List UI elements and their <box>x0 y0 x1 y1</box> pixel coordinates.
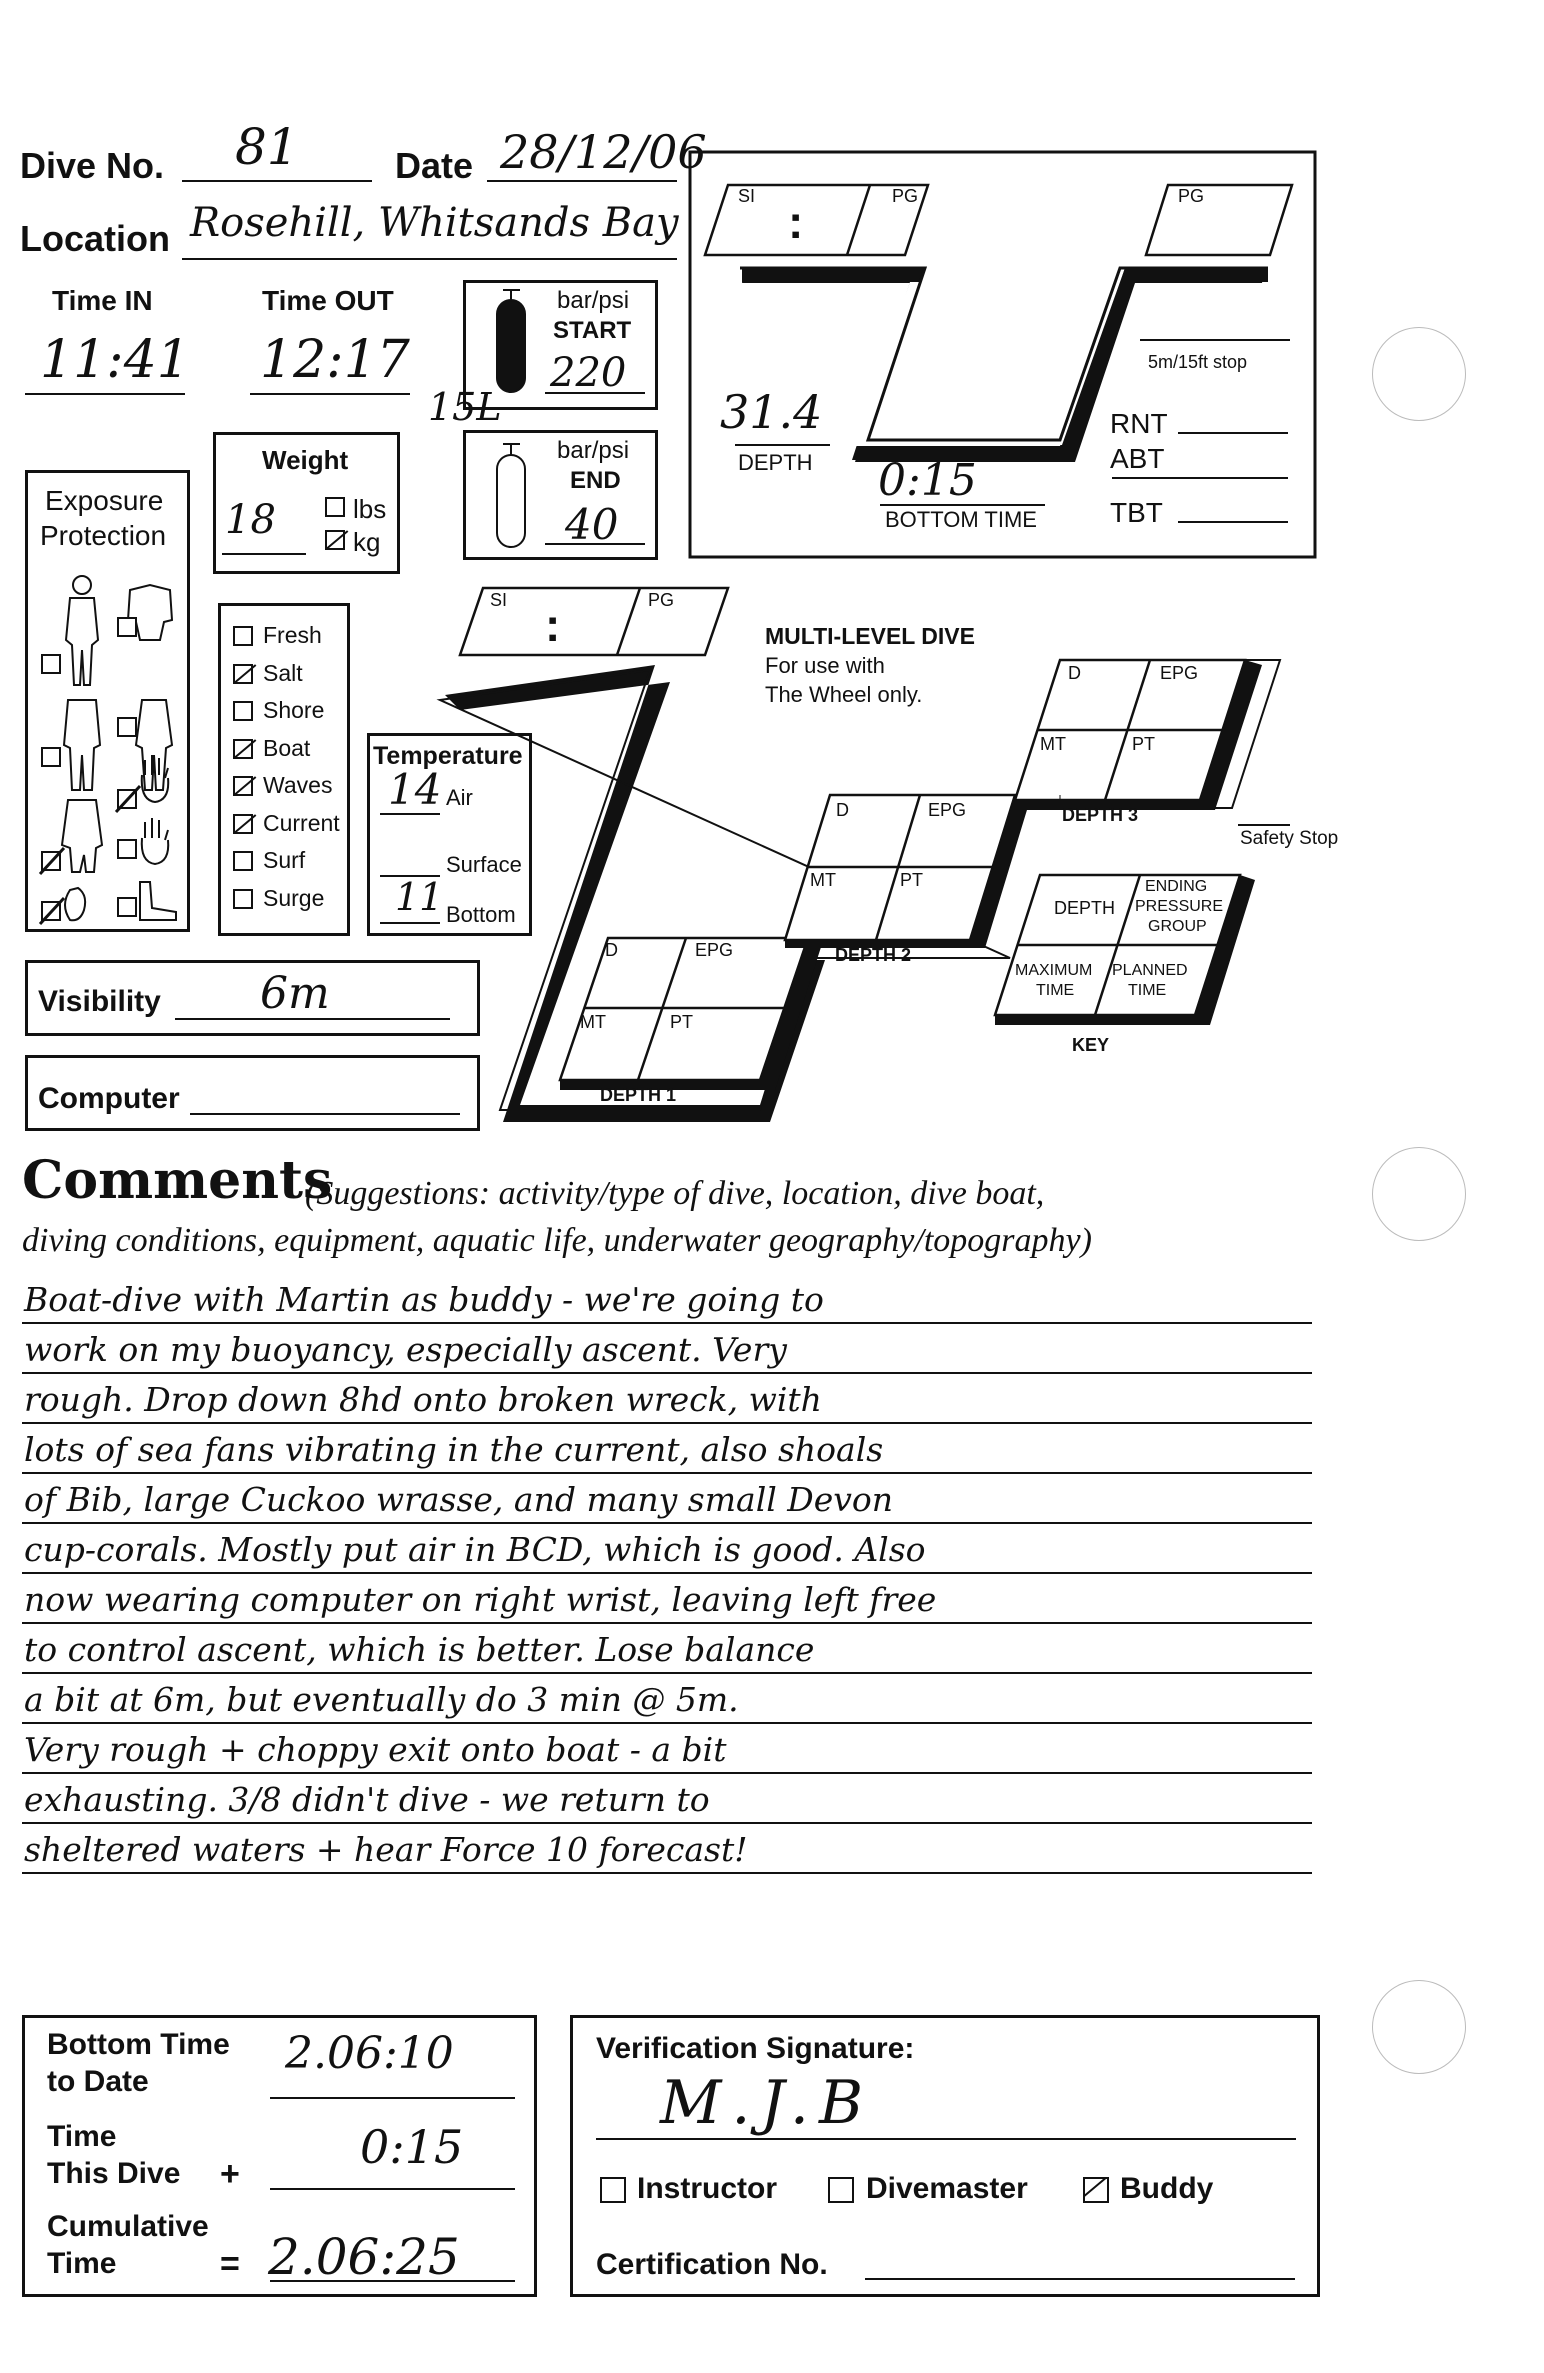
this-dive-line <box>270 2188 515 2190</box>
lbs-label: lbs <box>353 494 387 524</box>
comment-rule <box>22 1372 1312 1374</box>
condition-label: Boat <box>263 734 311 761</box>
depth1-mt: MT <box>580 1012 606 1032</box>
depth1-d: D <box>605 940 618 960</box>
dive-no-label: Dive No. <box>20 145 165 186</box>
location-value: Rosehill, Whitsands Bay <box>190 200 679 246</box>
signature: M.J.B <box>660 2068 874 2138</box>
date-value: 28/12/06 <box>500 125 707 179</box>
comment-line-text: work on my buoyancy, especially ascent. Very <box>24 1330 787 1369</box>
exposure-title-1: Exposure <box>45 485 164 516</box>
comment-rule <box>22 1872 1312 1874</box>
bottom-temp-value: 11 <box>395 875 444 919</box>
condition-label: Fresh <box>263 622 322 648</box>
depth1-epg: EPG <box>695 940 734 960</box>
tank-end-value: 40 <box>565 500 619 549</box>
weight-value: 18 <box>225 497 276 543</box>
key-title: KEY <box>1072 1035 1110 1055</box>
profile-colon: : <box>788 196 804 248</box>
dive-no-value: 81 <box>235 118 299 176</box>
time-out-value: 12:17 <box>260 330 410 390</box>
comment-line-text: cup-corals. Mostly put air in BCD, which is good. Also <box>24 1530 926 1569</box>
condition-label: Salt <box>263 659 303 686</box>
comments-suggestion-2: diving conditions, equipment, aquatic life, underwater geography/topography) <box>22 1222 1092 1259</box>
stop-label: 5m/15ft stop <box>1148 352 1248 372</box>
bottom-to-date-label-2: to Date <box>47 2065 149 2098</box>
tank-end-label: END <box>570 467 621 494</box>
cumulative-label-2: Time <box>47 2247 117 2280</box>
comment-rule <box>22 1472 1312 1474</box>
temperature-title: Temperature <box>373 742 523 770</box>
condition-label: Surge <box>263 884 325 911</box>
depth2-epg: EPG <box>928 800 967 820</box>
computer-label: Computer <box>38 1082 180 1115</box>
bottom-label: Bottom <box>446 902 516 927</box>
cumulative-line <box>270 2280 515 2282</box>
cert-line <box>865 2278 1295 2280</box>
depth2-mt: MT <box>810 870 836 890</box>
ml-subtitle-2: The Wheel only. <box>765 682 923 707</box>
comment-line-text: Very rough + choppy exit onto boat - a bit <box>24 1730 727 1769</box>
cumulative-label-1: Cumulative <box>47 2210 209 2243</box>
plus-sign: + <box>220 2155 240 2193</box>
ml-subtitle-1: For use with <box>765 653 885 678</box>
exposure-title-2: Protection <box>40 520 167 551</box>
profile-pg-box <box>1146 185 1292 255</box>
comment-rule <box>22 1572 1312 1574</box>
comments-suggestion-1: (Suggestions: activity/type of dive, location, dive boat, <box>305 1175 1045 1212</box>
depth2-label: DEPTH 2 <box>835 945 912 965</box>
binder-hole <box>1372 1147 1466 1241</box>
depth1-pt: PT <box>670 1012 694 1032</box>
visibility-value: 6m <box>260 968 330 1019</box>
divemaster-checkbox[interactable] <box>828 2177 854 2203</box>
divemaster-label: Divemaster <box>866 2172 1028 2205</box>
this-dive-value: 0:15 <box>360 2120 464 2174</box>
time-in-value: 11:41 <box>40 330 190 390</box>
tbt-label: TBT <box>1110 497 1163 528</box>
depth3-d: D <box>1068 663 1081 683</box>
condition-label: Current <box>263 809 340 836</box>
bottom-to-date-label-1: Bottom Time <box>47 2028 230 2061</box>
bottom-to-date-value: 2.06:10 <box>285 2028 454 2079</box>
comments-heading: Comments <box>22 1150 333 1211</box>
profile-pg-label: PG <box>892 186 919 206</box>
key-depth: DEPTH <box>1054 898 1116 918</box>
depth3-epg: EPG <box>1160 663 1199 683</box>
bottom-time-label: BOTTOM TIME <box>885 507 1037 532</box>
ml-title: MULTI-LEVEL DIVE <box>765 623 975 649</box>
profile-pg2-label: PG <box>1178 186 1205 206</box>
tank-start-label: START <box>553 317 632 344</box>
comment-line-text: of Bib, large Cuckoo wrasse, and many small Devon <box>24 1480 894 1519</box>
air-temp-value: 14 <box>388 765 442 814</box>
key-ending-1: ENDING <box>1145 878 1208 895</box>
comment-line-text: sheltered waters + hear Force 10 forecast! <box>24 1830 748 1869</box>
profile-si-label: SI <box>738 186 756 206</box>
safety-stop-label: Safety Stop <box>1240 828 1339 849</box>
visibility-label: Visibility <box>38 985 161 1018</box>
tank-icons <box>497 290 525 547</box>
comment-line-text: exhausting. 3/8 didn't dive - we return to <box>24 1780 710 1819</box>
depth3-label: DEPTH 3 <box>1062 805 1139 825</box>
exposure-checkboxes <box>42 618 136 920</box>
buddy-label: Buddy <box>1120 2172 1214 2205</box>
bottom-to-date-line <box>270 2097 515 2099</box>
depth-label: DEPTH <box>738 450 813 475</box>
comment-rule <box>22 1422 1312 1424</box>
key-max-1: MAXIMUM <box>1015 962 1093 979</box>
key-planned-1: PLANNED <box>1112 962 1188 979</box>
equals-sign: = <box>220 2245 240 2283</box>
cumulative-value: 2.06:25 <box>268 2228 460 2286</box>
tank-note: 15L <box>428 385 502 429</box>
abt-label: ABT <box>1110 443 1165 474</box>
depth3-mt: MT <box>1040 734 1066 754</box>
comment-line-text: now wearing computer on right wrist, leaving left free <box>24 1580 937 1619</box>
tank-start-unit: bar/psi <box>557 287 630 314</box>
ml-si-label: SI <box>490 590 508 610</box>
time-in-label: Time IN <box>52 285 153 316</box>
ml-colon: : <box>545 599 561 651</box>
depth2-d: D <box>836 800 849 820</box>
this-dive-label-1: Time <box>47 2120 117 2153</box>
binder-hole <box>1372 1980 1466 2074</box>
bottom-time-value: 0:15 <box>878 455 977 506</box>
tank-start-value: 220 <box>550 350 627 396</box>
comment-rule <box>22 1322 1312 1324</box>
depth3-pt: PT <box>1132 734 1156 754</box>
depth-value: 31.4 <box>720 385 823 439</box>
comment-rule <box>22 1622 1312 1624</box>
comment-line-text: rough. Drop down 8hd onto broken wreck, with <box>24 1380 822 1419</box>
kg-label: kg <box>353 527 381 557</box>
rnt-label: RNT <box>1110 408 1168 439</box>
time-out-label: Time OUT <box>262 285 394 316</box>
comment-rule <box>22 1722 1312 1724</box>
depth1-label: DEPTH 1 <box>600 1085 677 1105</box>
key-planned-2: TIME <box>1128 982 1167 999</box>
this-dive-label-2: This Dive <box>47 2157 181 2190</box>
date-label: Date <box>395 145 474 186</box>
instructor-label: Instructor <box>637 2172 778 2205</box>
comment-rule <box>22 1522 1312 1524</box>
key-max-2: TIME <box>1036 982 1075 999</box>
tank-end-unit: bar/psi <box>557 437 630 464</box>
comment-line-text: to control ascent, which is better. Lose balance <box>24 1630 815 1669</box>
comment-line-text: Boat-dive with Martin as buddy - we're going to <box>24 1280 824 1319</box>
location-label: Location <box>20 218 170 259</box>
air-label: Air <box>446 785 473 810</box>
depth2-pt: PT <box>900 870 924 890</box>
weight-label: Weight <box>262 445 349 475</box>
instructor-checkbox[interactable] <box>600 2177 626 2203</box>
ml-pg-label: PG <box>648 590 675 610</box>
comment-rule <box>22 1672 1312 1674</box>
condition-label: Waves <box>263 772 333 798</box>
comment-line-text: a bit at 6m, but eventually do 3 min @ 5m. <box>24 1680 739 1719</box>
condition-label: Shore <box>263 697 325 723</box>
comment-rule <box>22 1822 1312 1824</box>
condition-label: Surf <box>263 847 306 873</box>
key-ending-2: PRESSURE <box>1135 898 1224 915</box>
key-ending-3: GROUP <box>1148 918 1207 935</box>
comment-rule <box>22 1772 1312 1774</box>
verification-label: Verification Signature: <box>596 2032 915 2065</box>
cert-label: Certification No. <box>596 2248 828 2281</box>
surface-label: Surface <box>446 852 522 877</box>
buddy-checkbox[interactable] <box>1083 2177 1109 2203</box>
comment-line-text: lots of sea fans vibrating in the current, also shoals <box>24 1430 884 1469</box>
signature-line <box>596 2138 1296 2140</box>
dive-diagrams <box>0 0 1544 1160</box>
